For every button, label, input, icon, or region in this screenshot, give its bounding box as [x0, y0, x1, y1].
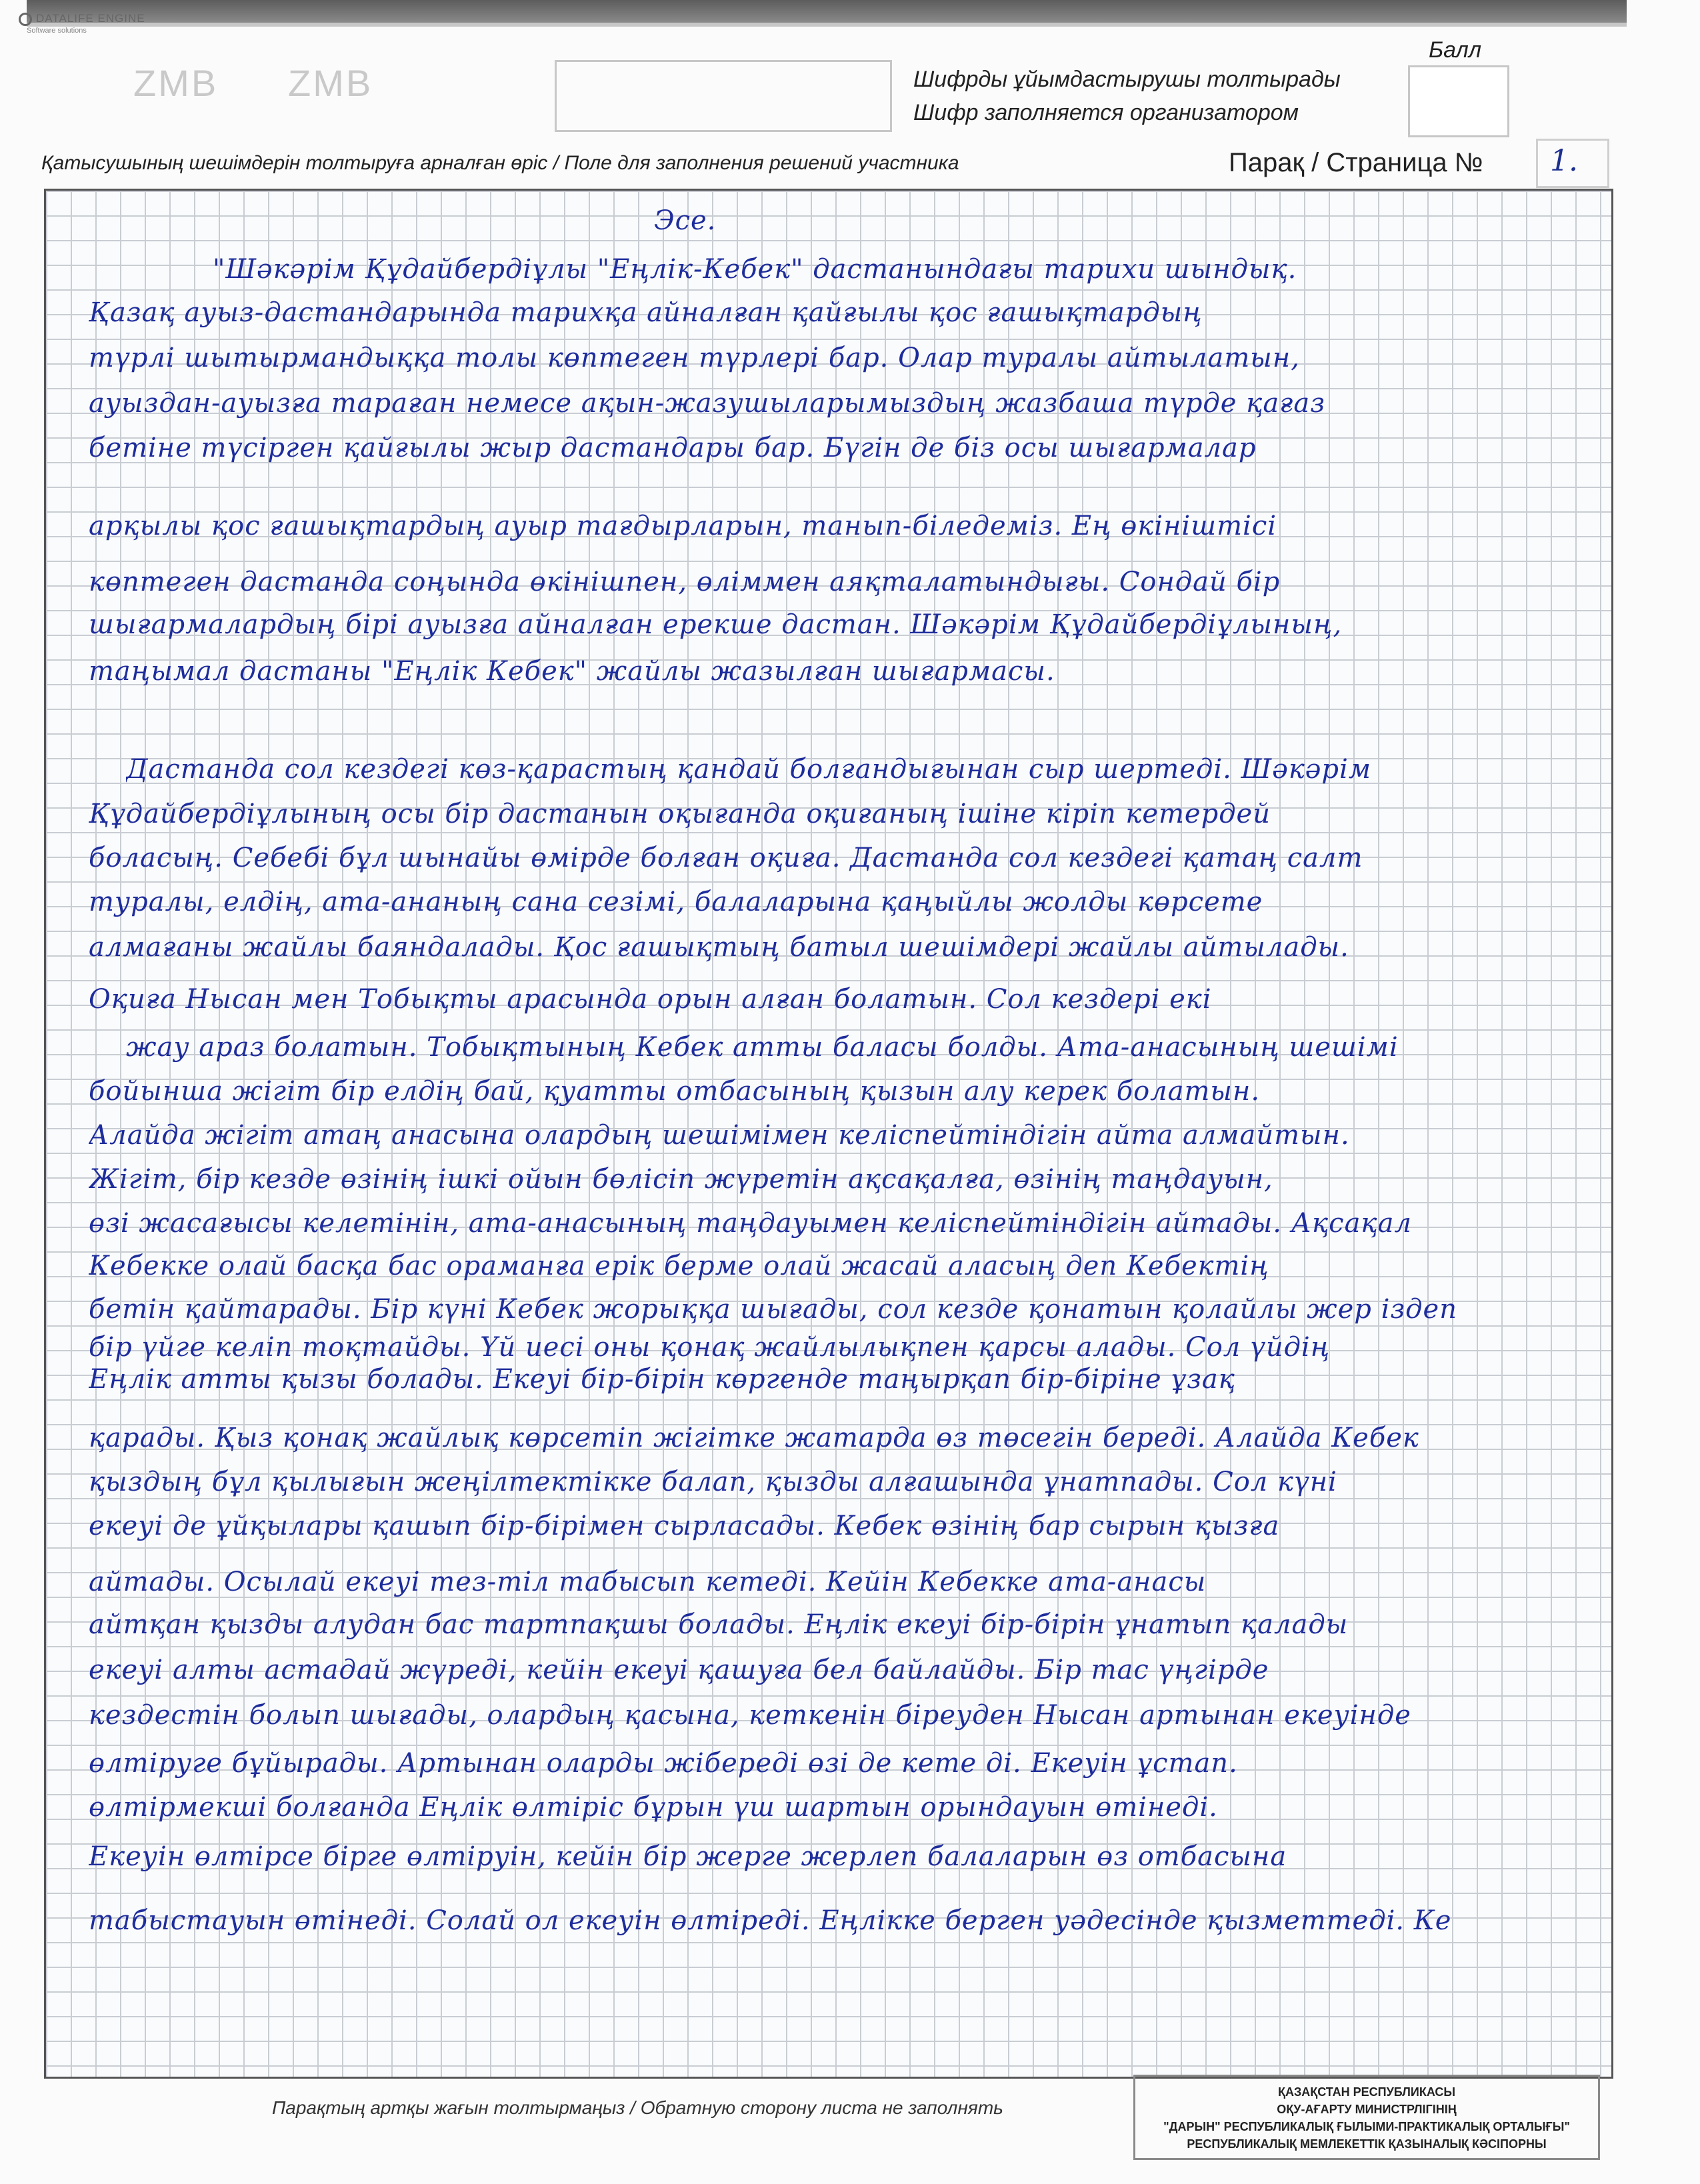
essay-title: Эсе. — [654, 205, 717, 236]
essay-line: алмағаны жайлы баяндалады. Қос ғашықтың батыл шешімдері жайлы айтылады. — [89, 932, 1349, 963]
essay-line: "Шәкәрім Құдайбердіұлы "Еңлік-Кебек" дастанындағы тарихи шындық. — [213, 254, 1297, 285]
essay-line: бетін қайтарады. Бір күні Кебек жорыққа шығады, сол кезде қонатын қолайлы жер іздеп — [89, 1294, 1457, 1325]
essay-line: көптеген дастанда соңында өкінішпен, өліммен аяқталатындығы. Сондай бір — [89, 567, 1281, 597]
scanner-top-band — [27, 0, 1627, 23]
essay-line: қарады. Қыз қонақ жайлық көрсетіп жігітке жатарда өз төсегін береді. Алайда Кебек — [89, 1423, 1419, 1453]
watermark — [19, 12, 145, 26]
organizer-note-ru: Шифр заполняется организатором — [913, 100, 1299, 125]
essay-line: шығармалардың бірі ауызға айналған ерекше дастан. Шәкәрім Құдайбердіұлының, — [89, 609, 1343, 640]
stamp-line: РЕСПУБЛИКАЛЫҚ МЕМЛЕКЕТТІК ҚАЗЫНАЛЫҚ КӘСІПОРНЫ — [1187, 2137, 1547, 2151]
zmb-mark-1: ZMB — [133, 62, 219, 104]
scanner-top-band-edge — [27, 23, 1627, 27]
stamp-line: ҚАЗАҚСТАН РЕСПУБЛИКАСЫ — [1277, 2085, 1456, 2099]
essay-line: екеуі алты астадай жүреді, кейін екеуі қашуға бел байлайды. Бір тас үңгірде — [89, 1655, 1269, 1685]
essay-line: Алайда жігіт атаң анасына олардың шешімімен келіспейтіндігін айта алмайтын. — [89, 1120, 1350, 1151]
essay-line: жау араз болатын. Тобықтының Кебек атты баласы болды. Ата-анасының шешімі — [126, 1032, 1399, 1063]
answer-field-label: Қатысушының шешімдерін толтыруға арналған өріс / Поле для заполнения решений участника — [41, 152, 959, 174]
essay-line: таңымал дастаны "Еңлік Кебек" жайлы жазылған шығармасы. — [89, 656, 1055, 687]
essay-line: айтады. Осылай екеуі тез-тіл табысып кетеді. Кейін Кебекке ата-анасы — [89, 1567, 1207, 1597]
cipher-field[interactable] — [555, 60, 892, 132]
essay-line: боласың. Себебі бұл шынайы өмірде болған оқиға. Дастанда сол кездегі қатаң салт — [89, 843, 1363, 873]
footer-note: Парақтың артқы жағын толтырмаңыз / Обратную сторону листа не заполнять — [272, 2097, 1003, 2118]
page-number-value: 1. — [1550, 144, 1578, 178]
watermark-logo-icon — [19, 13, 32, 26]
organizer-note-kz: Шифрды ұйымдастырушы толтырады — [913, 67, 1341, 92]
essay-line: Дастанда сол кездегі көз-қарастың қандай болғандығынан сыр шертеді. Шәкәрім — [126, 754, 1371, 785]
zmb-mark-2: ZMB — [288, 62, 373, 104]
essay-line: қыздың бұл қылығын жеңілтектікке балап, қызды алғашында ұнатпады. Сол күні — [89, 1467, 1337, 1497]
watermark-subtext: Software solutions — [27, 27, 87, 35]
essay-line: кездестін болып шығады, олардың қасына, кеткенін біреуден Нысан артынан екеуінде — [89, 1700, 1411, 1731]
essay-line: ауыздан-ауызға тараған немесе ақын-жазушыларымыздың жазбаша түрде қағаз — [89, 388, 1326, 419]
essay-line: бетіне түсірген қайғылы жыр дастандары бар. Бүгін де біз осы шығармалар — [89, 433, 1257, 463]
essay-line: түрлі шытырмандыққа толы көптеген түрлері бар. Олар туралы айтылатын, — [89, 343, 1300, 373]
essay-line: туралы, елдің, ата-ананың сана сезімі, балаларына қаңыйлы жолды көрсете — [89, 887, 1263, 917]
essay-line: Кебекке олай басқа бас ораманға ерік берме олай жасай аласың деп Кебектің — [89, 1251, 1269, 1281]
essay-line: бойынша жігіт бір елдің бай, қуатты отбасының қызын алу керек болатын. — [89, 1076, 1261, 1107]
score-label: Балл — [1429, 37, 1482, 63]
essay-line: бір үйге келіп тоқтайды. Үй иесі оны қонақ жайлылықпен қарсы алады. Сол үйдің — [89, 1332, 1331, 1363]
watermark-text: DATALIFE ENGINE — [36, 12, 145, 25]
essay-line: өлтіруге бұйырады. Артынан оларды жібереді өзі де кете ді. Екеуін ұстап. — [89, 1748, 1238, 1779]
essay-line: айтқан қызды алудан бас тартпақшы болады. Еңлік екеуі бір-бірін ұнатып қалады — [89, 1609, 1349, 1640]
essay-line: Жігіт, бір кезде өзінің ішкі ойын бөлісіп жүретін ақсақалға, өзінің таңдауын, — [89, 1164, 1273, 1195]
essay-line: арқылы қос ғашықтардың ауыр тағдырларын, танып-біледеміз. Ең өкініштісі — [89, 511, 1277, 541]
answer-grid[interactable] — [44, 189, 1613, 2079]
essay-line: Қазақ ауыз-дастандарында тарихқа айналған қайғылы қос ғашықтардың — [89, 297, 1203, 328]
essay-line: өлтірмекші болғанда Еңлік өлтіріс бұрын үш шартын орындауын өтінеді. — [89, 1792, 1218, 1823]
stamp-line: ОҚУ-АҒАРТУ МИНИСТРЛІГІНІҢ — [1277, 2103, 1457, 2116]
organization-stamp — [1133, 2075, 1600, 2160]
essay-line: Оқиға Нысан мен Тобықты арасында орын алған болатын. Сол кездері екі — [89, 984, 1212, 1015]
score-field[interactable] — [1408, 65, 1509, 137]
essay-line: Еңлік атты қызы болады. Екеуі бір-бірін көргенде таңырқап бір-біріне ұзақ — [89, 1364, 1235, 1395]
stamp-line: "ДАРЫН" РЕСПУБЛИКАЛЫҚ ҒЫЛЫМИ-ПРАКТИКАЛЫҚ ОРТАЛЫҒЫ" — [1163, 2120, 1570, 2133]
essay-line: табыстауын өтінеді. Солай ол екеуін өлтіреді. Еңлікке берген уәдесінде қызметтеді. Ке — [89, 1905, 1452, 1936]
essay-line: Екеуін өлтірсе бірге өлтіруін, кейін бір жерге жерлеп балаларын өз отбасына — [89, 1841, 1287, 1872]
essay-line: екеуі де ұйқылары қашып бір-бірімен сырласады. Кебек өзінің бар сырын қызға — [89, 1511, 1280, 1541]
essay-line: Құдайбердіұлының осы бір дастанын оқығанда оқиғаның ішіне кіріп кетердей — [89, 799, 1271, 829]
essay-line: өзі жасағысы келетінін, ата-анасының таңдауымен келіспейтіндігін айтады. Ақсақал — [89, 1208, 1412, 1239]
page-number-label: Парақ / Страница № — [1229, 148, 1483, 177]
